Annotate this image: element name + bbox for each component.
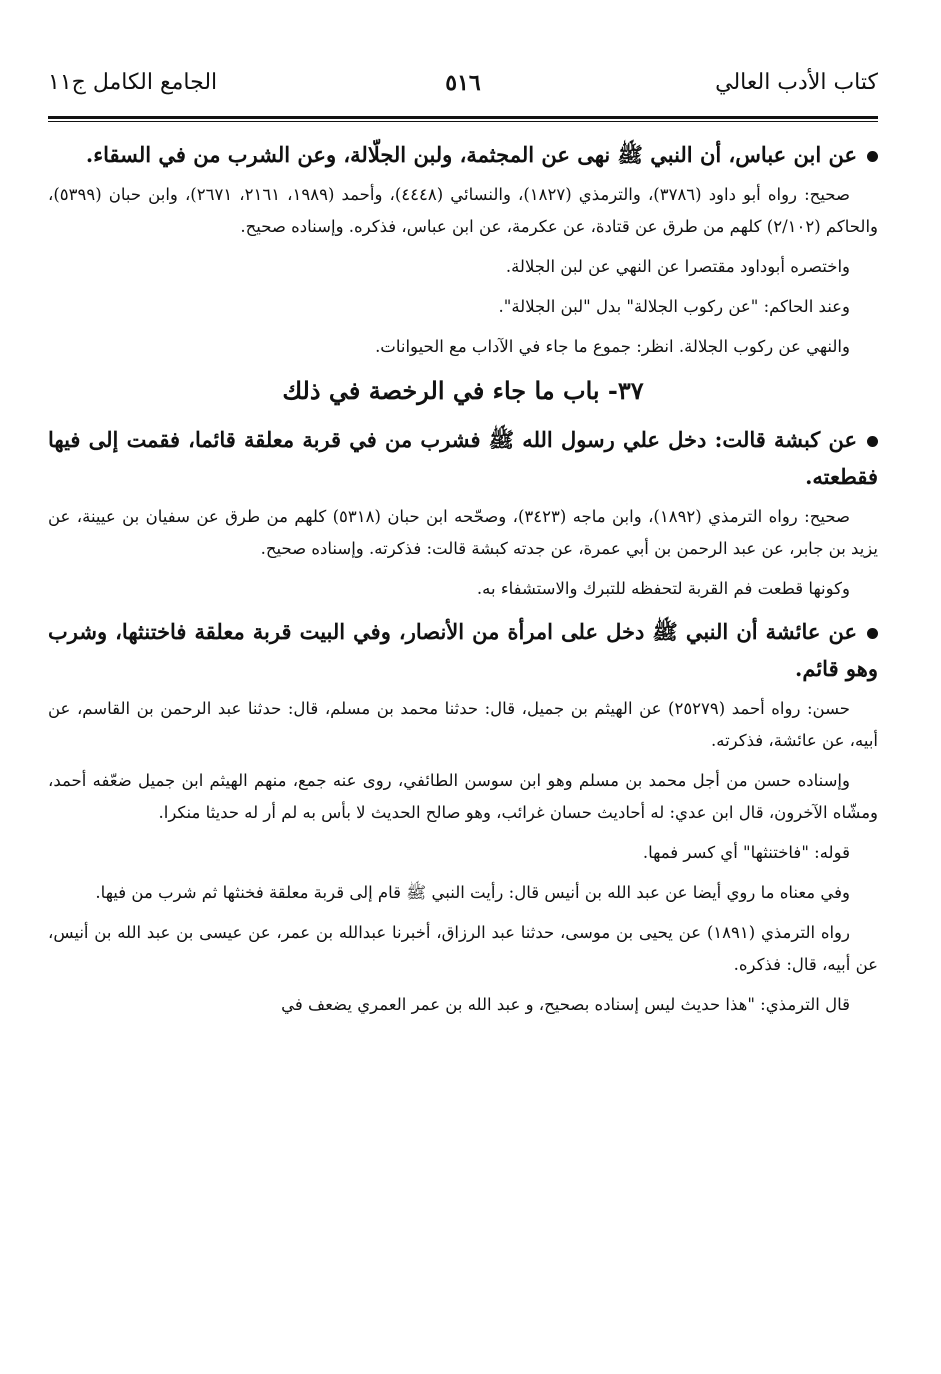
hadith-text: عن ابن عباس، أن النبي ﷺ نهى عن المجثمة، ولبن الجلّالة، وعن الشرب من في السقاء. [85, 142, 857, 167]
chapter-heading: ٣٧- باب ما جاء في الرخصة في ذلك [282, 376, 644, 405]
commentary-paragraph: والنهي عن ركوب الجلالة. انظر: جموع ما جاء في الآداب مع الحيوانات. [375, 337, 850, 356]
page-number: ٥١٦ [445, 70, 481, 96]
hadith-paragraph [48, 613, 878, 687]
page-header [48, 70, 878, 110]
hadith-text: عن عائشة أن النبي ﷺ دخل على امرأة من الأنصار، وفي البيت قربة معلقة فاختنثها، وشرب وهو قائم. [48, 619, 878, 681]
commentary-paragraph: قال الترمذي: "هذا حديث ليس إسناده بصحيح، و عبد الله بن عمر العمري يضعف في [281, 995, 850, 1014]
takhrij-paragraph: حسن: رواه أحمد (٢٥٢٧٩) عن الهيثم بن جميل، قال: حدثنا محمد بن مسلم، قال: حدثنا عبد الرحمن بن القاسم، عن أبيه، عن عائشة، فذكرته. [48, 699, 878, 750]
page-body [48, 136, 878, 1021]
bullet-dot-icon [867, 436, 878, 447]
takhrij-paragraph: صحيح: رواه الترمذي (١٨٩٢)، وابن ماجه (٣٤٢٣)، وصحّحه ابن حبان (٥٣١٨) كلهم من طرق عن سفيان بن عيينة، عن يزيد بن جابر، عن عبد الرحمن بن أبي عمرة، عن جدته كبشة قالت: فذكرته. وإسناده صحيح. [48, 507, 878, 558]
header-rule-thin [48, 121, 878, 122]
takhrij-paragraph: صحيح: رواه أبو داود (٣٧٨٦)، والترمذي (١٨٢٧)، والنسائي (٤٤٤٨)، وأحمد (١٩٨٩، ٢١٦١، ٢٦٧١)، وابن حبان (٥٣٩٩)، والحاكم (٢/١٠٢) كلهم من طرق عن قتادة، عن عكرمة، عن ابن عباس، فذكره. وإسناده صحيح. [48, 185, 878, 236]
commentary-paragraph: وعند الحاكم: "عن ركوب الجلالة" بدل "لبن الجلالة". [498, 297, 850, 316]
book-title: كتاب الأدب العالي [715, 70, 878, 95]
commentary-paragraph: وإسناده حسن من أجل محمد بن مسلم وهو ابن سوسن الطائفي، روى عنه جمع، منهم الهيثم ابن جميل ضعّفه أحمد، ومشّاه الآخرون، قال ابن عدي: له أحاديث حسان غرائب، وهو صالح الحديث لا بأس به لم أر له حديثا منكرا. [48, 771, 878, 822]
commentary-paragraph: وفي معناه ما روي أيضا عن عبد الله بن أنيس قال: رأيت النبي ﷺ قام إلى قربة معلقة فخنثها ثم شرب من فيها. [95, 883, 850, 902]
hadith-paragraph [48, 136, 878, 173]
commentary-paragraph: وكونها قطعت فم القربة لتحفظه للتبرك والاستشفاء به. [476, 579, 850, 598]
bullet-dot-icon [867, 628, 878, 639]
commentary-paragraph: قوله: "فاختنثها" أي كسر فمها. [642, 843, 850, 862]
header-rule-thick [48, 116, 878, 119]
commentary-paragraph: واختصره أبوداود مقتصرا عن النهي عن لبن الجلالة. [505, 257, 850, 276]
volume-label: الجامع الكامل ج١١ [48, 70, 218, 95]
hadith-paragraph [48, 421, 878, 495]
hadith-text: عن كبشة قالت: دخل علي رسول الله ﷺ فشرب من في قربة معلقة قائما، فقمت إلى فيها فقطعته. [48, 427, 878, 489]
book-page [48, 70, 878, 1029]
takhrij-paragraph: رواه الترمذي (١٨٩١) عن يحيى بن موسى، حدثنا عبد الرزاق، أخبرنا عبدالله بن عمر، عن عيسى بن عبد الله بن أنيس، عن أبيه، قال: فذكره. [48, 923, 878, 974]
bullet-dot-icon [867, 151, 878, 162]
